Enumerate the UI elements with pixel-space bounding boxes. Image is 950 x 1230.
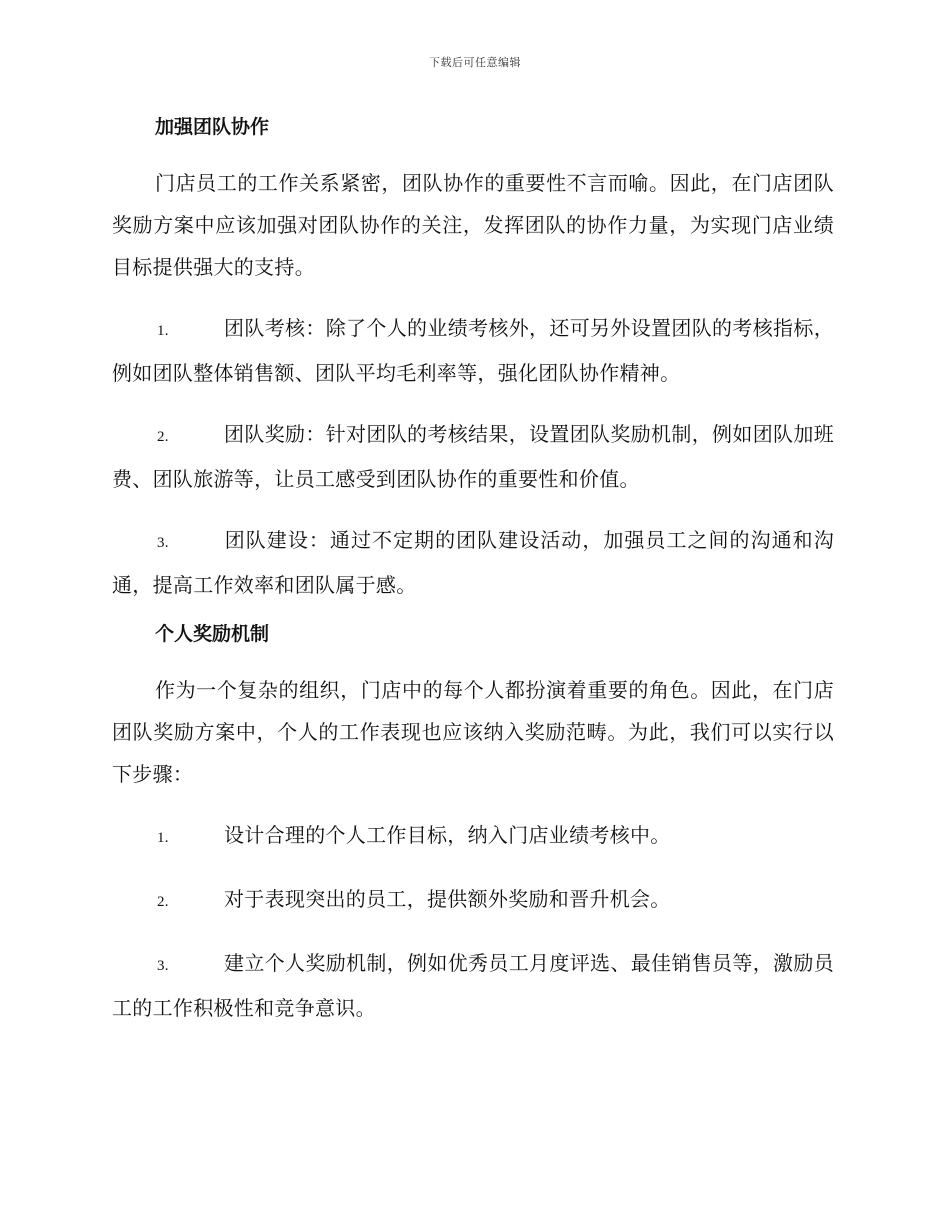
list-item-text: 设计合理的个人工作目标，纳入门店业绩考核中。 [224, 823, 671, 847]
list-item [112, 307, 834, 394]
section-intro-paragraph: 作为一个复杂的组织，门店中的每个人都扮演着重要的角色。因此，在门店团队奖励方案中，个人的工作表现也应该纳入奖励范畴。为此，我们可以实行以下步骤： [112, 678, 834, 786]
section-intro-paragraph: 门店员工的工作关系紧密，团队协作的重要性不言而喻。因此，在门店团队奖励方案中应该加强对团队协作的关注，发挥团队的协作力量，为实现门店业绩目标提供强大的支持。 [112, 171, 834, 279]
list-item-number: 2. [157, 894, 169, 910]
list-item-number: 1. [157, 323, 169, 339]
list-item-text: 团队考核：除了个人的业绩考核外，还可另外设置团队的考核指标，例如团队整体销售额、团队平均毛利率等，强化团队协作精神。 [112, 316, 834, 385]
list-item [112, 519, 834, 606]
list-item-text: 团队奖励：针对团队的考核结果，设置团队奖励机制，例如团队加班费、团队旅游等，让员工感受到团队协作的重要性和价值。 [112, 422, 834, 491]
document-body [112, 111, 834, 1048]
list-item-text: 建立个人奖励机制，例如优秀员工月度评选、最佳销售员等，激励员工的工作积极性和竞争意识。 [112, 951, 834, 1020]
list-item-number: 2. [157, 429, 169, 445]
list-item [112, 814, 834, 859]
list-item-text: 团队建设：通过不定期的团队建设活动，加强员工之间的沟通和沟通，提高工作效率和团队属于感。 [112, 528, 834, 597]
list-item-number: 1. [157, 830, 169, 846]
list-item [112, 878, 834, 923]
list-item-number: 3. [157, 535, 169, 551]
section-heading-team-collaboration: 加强团队协作 [155, 116, 270, 138]
list-item [112, 413, 834, 500]
header-note: 下载后可任意编辑 [429, 56, 521, 69]
list-item-number: 3. [157, 958, 169, 974]
list-item-text: 对于表现突出的员工，提供额外奖励和晋升机会。 [224, 887, 671, 911]
section-heading-individual-rewards: 个人奖励机制 [155, 623, 270, 645]
list-item [112, 942, 834, 1029]
